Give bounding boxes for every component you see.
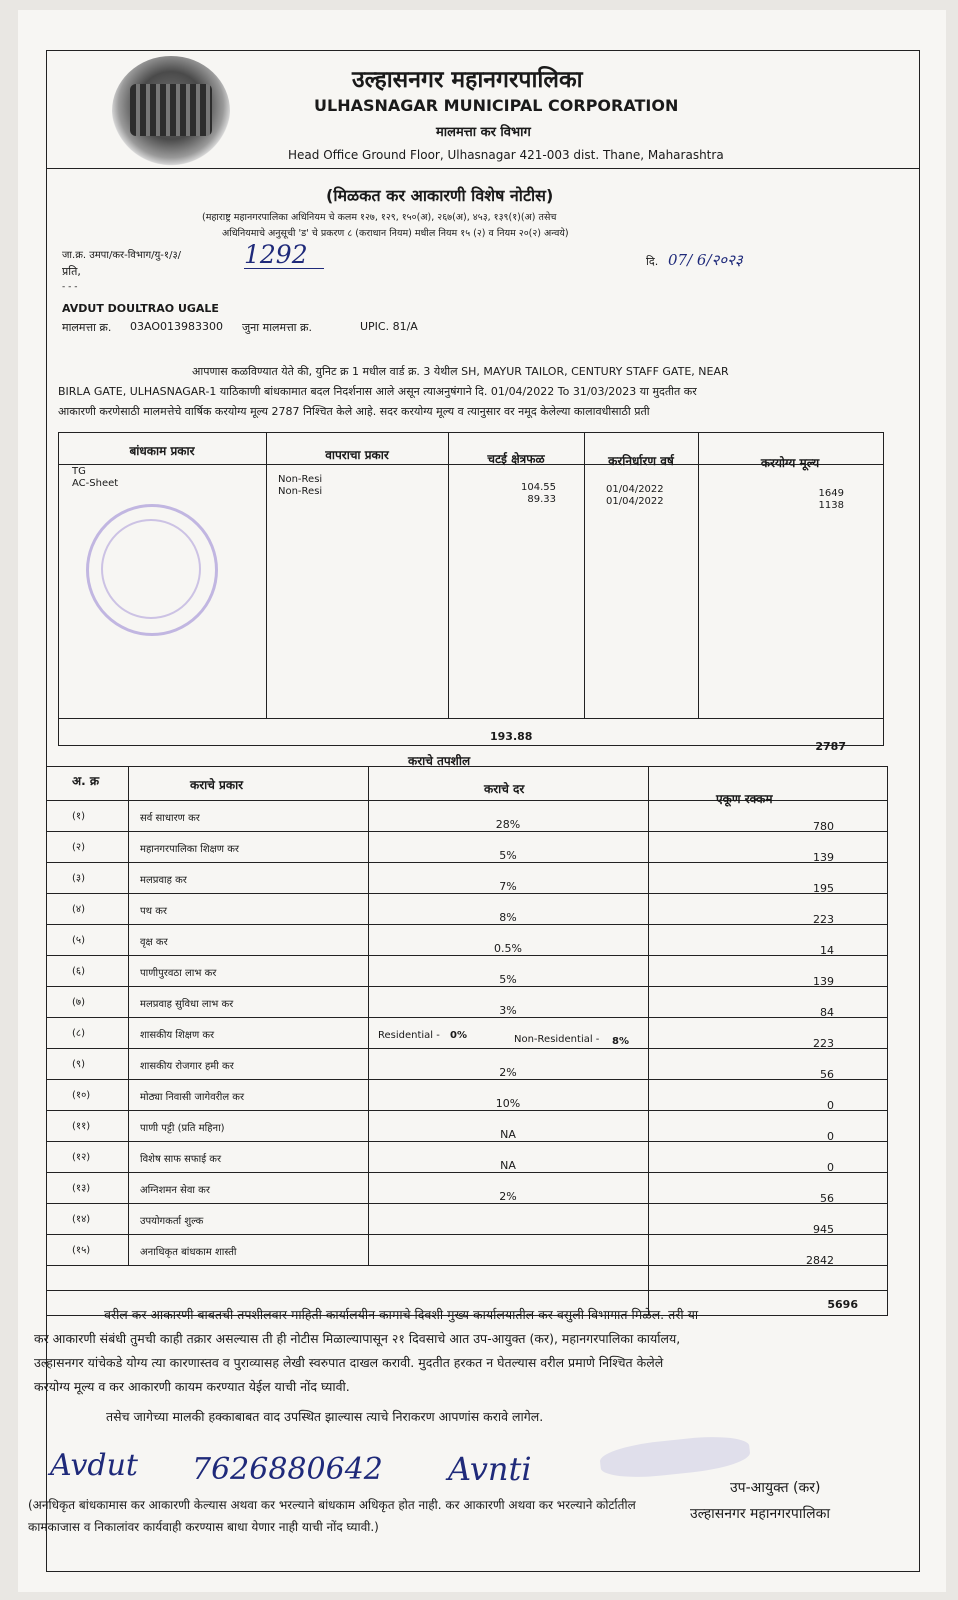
tax-serial: (१४) (72, 1214, 91, 1225)
header-usage-type: वापराचा प्रकार (325, 448, 389, 462)
taxable-value: 1649 (818, 488, 844, 499)
outward-number: 1292 (244, 240, 308, 269)
notice-title: (मिळकत कर आकारणी विशेष नोटीस) (326, 186, 554, 205)
tax-serial: (९) (72, 1059, 86, 1070)
tax-amount: 139 (813, 975, 834, 988)
header-serial: अ. क्र (72, 774, 100, 788)
tax-serial: (५) (72, 935, 86, 946)
tax-serial: (२) (72, 842, 86, 853)
tax-serial: (४) (72, 904, 86, 915)
tax-serial: (६) (72, 966, 86, 977)
tax-rate: 8% (499, 911, 517, 924)
tax-type: उपयोगकर्ता शुल्क (140, 1216, 204, 1227)
carpet-area: 104.55 (521, 482, 556, 493)
assessment-year: 01/04/2022 (606, 496, 664, 507)
tax-type: पथ कर (140, 906, 168, 917)
residential-label: Residential - (378, 1030, 440, 1041)
col-divider (266, 432, 267, 718)
office-seal-stamp (86, 504, 218, 636)
tax-amount: 0 (827, 1099, 834, 1112)
date-value: 07/ 6/२०२३ (668, 251, 743, 269)
tax-serial: (३) (72, 873, 86, 884)
footer-text-4: करयोग्य मूल्य व कर आकारणी कायम करण्यात येईल याची नोंद घ्यावी. (34, 1379, 350, 1394)
construction-type: AC-Sheet (72, 478, 119, 489)
tax-rate: NA (500, 1128, 516, 1141)
tax-serial: (८) (72, 1028, 86, 1039)
tax-rate: 10% (495, 1097, 521, 1110)
header-taxable-value: करयोग्य मूल्य (760, 456, 820, 470)
non-residential-rate: 8% (612, 1036, 629, 1047)
department-name: मालमत्ता कर विभाग (436, 125, 531, 140)
header-assessment-year: करनिर्धारण वर्ष (608, 454, 674, 468)
tax-serial: (११) (72, 1121, 91, 1132)
tax-rate: 0.5% (494, 942, 522, 955)
tax-amount: 84 (820, 1006, 834, 1019)
tax-type: अग्निशमन सेवा कर (140, 1185, 210, 1196)
outward-number-label: जा.क्र. उमपा/कर-विभाग/यु-१/३/ (62, 250, 182, 261)
property-table-total-line (58, 718, 884, 719)
residential-rate: 0% (450, 1030, 467, 1041)
col-divider (698, 432, 699, 718)
org-name-marathi: उल्हासनगर महानगरपालिका (352, 67, 583, 93)
tax-type: महानगरपालिका शिक्षण कर (140, 844, 239, 855)
header-tax-type: कराचे प्रकार (190, 778, 244, 792)
tax-amount: 945 (813, 1223, 834, 1236)
tax-type: मलप्रवाह कर (140, 875, 187, 886)
non-residential-label: Non-Residential - (514, 1034, 600, 1045)
legal-reference-2: अधिनियमाचे अनुसूची 'ड' चे प्रकरण ८ (कराधान नियम) मधील नियम १५ (२) व नियम २०(२) अन्वये) (222, 228, 569, 239)
tax-serial: (१३) (72, 1183, 91, 1194)
col-divider (584, 432, 585, 718)
total-carpet-area: 193.88 (490, 730, 533, 743)
to-dashes: - - - (62, 282, 78, 292)
officer-organization: उल्हासनगर महानगरपालिका (690, 1506, 830, 1522)
old-property-label: जुना मालमत्ता क्र. (242, 321, 312, 334)
legal-reference-1: (महाराष्ट्र महानगरपालिका अधिनियम चे कलम १२७, १२९, १५०(अ), २६७(अ), ४५३, १३९(१)(अ) तसेच (202, 212, 557, 223)
header-construction-type: बांधकाम प्रकार (129, 444, 195, 458)
handwritten-signature: Avnti (448, 1450, 532, 1488)
footer-text-3: उल्हासनगर यांचेकडे योग्य त्या कारणास्तव व पुराव्यासह लेखी स्वरुपात दाखल करावी. मुदतीत हरकत न घेतल्यास वरील प्रमाणे निश्चित केलेले (34, 1355, 664, 1370)
tax-amount: 0 (827, 1130, 834, 1143)
owner-name: AVDUT DOULTRAO UGALE (62, 302, 219, 315)
office-address: Head Office Ground Floor, Ulhasnagar 421-003 dist. Thane, Maharashtra (288, 148, 724, 162)
tax-type: मोठ्या निवासी जागेवरील कर (140, 1092, 245, 1103)
tax-rate: 2% (499, 1066, 517, 1079)
tax-type: पाणीपुरवठा लाभ कर (140, 968, 217, 979)
tax-amount: 0 (827, 1161, 834, 1174)
header-carpet-area: चटई क्षेत्रफळ (487, 452, 545, 466)
body-text-line-3: आकारणी करणेसाठी मालमत्तेचे वार्षिक करयोग्य मूल्य 2787 निश्चित केले आहे. सदर करयोग्य मूल्य व त्यानुसार वर नमूद केलेल्या कालावधीसाठी प्रती (58, 405, 650, 418)
header-divider (46, 168, 920, 169)
tax-amount: 223 (813, 1037, 834, 1050)
tax-amount: 195 (813, 882, 834, 895)
tax-serial: (१२) (72, 1152, 91, 1163)
col-divider (128, 766, 129, 1266)
org-name-english: ULHASNAGAR MUNICIPAL CORPORATION (314, 96, 679, 115)
tax-rate: 28% (495, 818, 521, 831)
grand-total-line (46, 1290, 888, 1291)
footer-note-2: कामकाजास व निकालांवर कार्यवाही करण्यास बाधा येणार नाही याची नोंद घ्यावी.) (28, 1520, 379, 1534)
tax-rate: 2% (499, 1190, 517, 1203)
tax-rate: 5% (499, 973, 517, 986)
footer-text-5: तसेच जागेच्या मालकी हक्काबाबत वाद उपस्थित झाल्यास त्याचे निराकरण आपणांस करावे लागेल. (106, 1409, 544, 1424)
tax-rate: NA (500, 1159, 516, 1172)
tax-amount: 56 (820, 1068, 834, 1081)
tax-rate: 5% (499, 849, 517, 862)
upic-number: UPIC. 81/A (360, 320, 418, 333)
tax-amount: 780 (813, 820, 834, 833)
property-number-label: मालमत्ता क्र. (62, 321, 112, 334)
tax-type: सर्व साधारण कर (140, 813, 200, 824)
tax-type: अनाधिकृत बांधकाम शास्ती (140, 1247, 237, 1258)
tax-type: पाणी पट्टी (प्रति महिना) (140, 1123, 225, 1134)
tax-amount: 14 (820, 944, 834, 957)
officer-designation: उप-आयुक्त (कर) (730, 1480, 821, 1496)
tax-type: विशेष साफ सफाई कर (140, 1154, 222, 1165)
to-label: प्रति, (62, 265, 81, 278)
tax-rate: 3% (499, 1004, 517, 1017)
tax-serial: (१०) (72, 1090, 91, 1101)
tax-type: मलप्रवाह सुविधा लाभ कर (140, 999, 234, 1010)
footer-text-2: कर आकारणी संबंधी तुमची काही तक्रार असल्यास ती ही नोटीस मिळाल्यापासून २१ दिवसाचे आत उप-आयुक्त (कर), महानगरपालिका कार्यालय, (34, 1331, 681, 1346)
carpet-area: 89.33 (527, 494, 556, 505)
header-tax-rate: कराचे दर (484, 782, 525, 796)
assessment-year: 01/04/2022 (606, 484, 664, 495)
tax-serial: (७) (72, 997, 86, 1008)
taxable-value: 1138 (818, 500, 844, 511)
date-label: दि. (646, 255, 659, 268)
footer-text-1: वरील कर आकारणी बाबतची तपशीलवार माहिती कार्यालयीन कामाचे दिवशी मुख्य कार्यालयातील कर वसुली विभागात मिळेल. तरी या (104, 1307, 699, 1322)
usage-type: Non-Resi (278, 474, 323, 485)
property-number: 03AO013983300 (130, 320, 223, 333)
handwritten-name: Avdut (50, 1448, 138, 1483)
tax-details-caption: कराचे तपशील (408, 754, 471, 768)
tax-rate: 7% (499, 880, 517, 893)
tax-serial: (१५) (72, 1245, 91, 1256)
col-divider (448, 432, 449, 718)
tax-amount: 223 (813, 913, 834, 926)
usage-type: Non-Resi (278, 486, 323, 497)
tax-type: शासकीय शिक्षण कर (140, 1030, 215, 1041)
header-total-amount: एकूण रक्कम (716, 792, 773, 806)
body-text-line-1: आपणास कळविण्यात येते की, युनिट क्र 1 मधील वार्ड क्र. 3 येथील SH, MAYUR TAILOR, CENTURY STAFF GATE, NEAR (192, 365, 729, 378)
tax-serial: (१) (72, 811, 86, 822)
grand-total: 5696 (827, 1298, 858, 1311)
tax-amount: 139 (813, 851, 834, 864)
tax-type: वृक्ष कर (140, 937, 168, 948)
footer-note-1: (अनधिकृत बांधकामास कर आकारणी केल्यास अथवा कर भरल्याने बांधकाम अधिकृत होत नाही. कर आकारणी अथवा कर भरल्याने कोर्टातील (28, 1498, 636, 1512)
total-taxable-value: 2787 (815, 740, 846, 753)
tax-amount: 2842 (806, 1254, 834, 1267)
tax-type: शासकीय रोजगार हमी कर (140, 1061, 234, 1072)
construction-type: TG (72, 466, 86, 477)
tax-amount: 56 (820, 1192, 834, 1205)
handwritten-phone: 7626880642 (192, 1452, 383, 1487)
body-text-line-2: BIRLA GATE, ULHASNAGAR-1 याठिकाणी बांधकामात बदल निदर्शनास आले असून त्याअनुषंगाने दि. 01/04/2022 To 31/03/2023 या मुदतीत कर (58, 385, 697, 398)
corporation-emblem (112, 56, 230, 166)
outward-underline (244, 268, 324, 269)
